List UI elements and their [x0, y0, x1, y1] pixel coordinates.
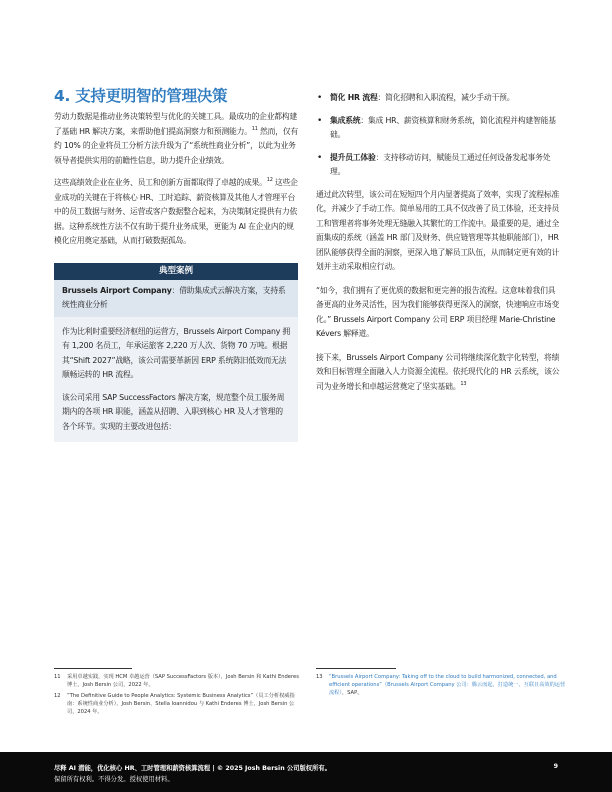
quote-paragraph: “如今，我们拥有了更优质的数据和更完善的报告流程。这意味着我们具备更高的业务灵活性，因为我们能够获得更深入的洞察，快速响应市场变化。” Brussels Airport Company 公司 ERP 项目经理 Marie-Christine Kévers 解释道。 — [316, 285, 560, 338]
page-footer — [0, 752, 612, 792]
case-study-paragraph: 该公司采用 SAP SuccessFactors 解决方案，规范整个员工服务周期内的各项 HR 职能，涵盖从招聘、入职到核心 HR 及人才管理的各个环节。实现的主要改进包括： — [62, 392, 285, 431]
footnotes-left — [54, 673, 302, 719]
list-item: • 简化 HR 流程：简化招聘和入职流程，减少手动干预。 — [317, 93, 515, 103]
improvements-list — [316, 91, 560, 180]
section-title: 4. 支持更明智的管理决策 — [54, 87, 228, 105]
case-study-header: 典型案例 — [54, 263, 298, 280]
footnotes-right — [316, 673, 566, 700]
footer-rights: 保留所有权利。不得分发。授权使用材料。 — [54, 776, 174, 783]
case-study-subtitle: Brussels Airport Company：借助集成式云解决方案，支持系统性商业分析 — [54, 280, 298, 317]
footnote-ref-12[interactable]: 12 — [266, 177, 273, 183]
footnote-divider — [54, 668, 132, 669]
case-study-paragraph: 作为比利时重要经济枢纽的运营方，Brussels Airport Company 拥有 1,200 名员工，年承运旅客 2,220 万人次、货物 70 万吨。根据其“Shift 2027”战略，该公司需要革新因 ERP 系统陈旧低效而无法顺畅运转的 HR 流程。 — [62, 326, 291, 379]
case-study-box — [54, 263, 298, 443]
bullet-icon: • — [317, 152, 323, 163]
footnote-divider — [316, 668, 396, 669]
list-item: • 提升员工体验：支持移动访问，赋能员工通过任何设备发起事务处理。 — [317, 152, 551, 176]
bullet-icon: • — [317, 93, 323, 103]
left-column — [54, 86, 298, 442]
intro-paragraph: 劳动力数据是推动业务决策转型与优化的关键工具。最成功的企业都构建了基础 HR 解决方案，来帮助他们提高洞察力和预测能力。$^{11}$ 然而，仅有约 10% 的企业将员工分析方法升级为了“系统性商业分析”，以此为业务领导者提供实用的前瞻性信息，助力提升企业绩效。 — [54, 112, 298, 165]
footnote-ref-11[interactable]: 11 — [251, 125, 258, 132]
footnote-13-link[interactable]: “Brussels Airport Company: Taking off to the cloud to build harmonized, connected, and efficient operations”（Brussels Airport Company 公司：腾云而起，打造统一、互联且高效的运营流程） — [329, 674, 566, 696]
footnote-12: 12 “The Definitive Guide to People Analytics: Systemic Business Analytics”（员工分析权威指南：系统性商业分析），Josh Bersin、Stella Ioannidou 与 Kathi Enderes 博士，Josh Bersin 公司，2024 年。 — [54, 693, 295, 715]
high-performers-paragraph: 这些高绩效企业在业务、员工和创新方面都取得了卓越的成果。$^{12}$ 这些企业成功的关键在于将核心 HR、工时追踪、薪资核算及其他人才管理平台中的员工数据与财务、运营或客户数据整合起来，为决策制定提供有力依据。这种系统性方法不仅有助于提升业务成果，更能为 AI 在企业内的规模化应用奠定基础，从而打破数据孤岛。 — [54, 177, 298, 245]
footnote-13: 13 “Brussels Airport Company: Taking off to the cloud to build harmonized, connected, and efficient operations”（Brussels Airport Company 公司：腾云而起，打造统一、互联且高效的运营流程），SAP。 — [316, 674, 566, 696]
list-item: • 集成系统：集成 HR、薪资核算和财务系统，简化流程并构建智能基础。 — [317, 115, 556, 139]
right-column — [316, 91, 560, 403]
case-study-body — [54, 317, 298, 443]
footnote-ref-13[interactable]: 13 — [460, 380, 467, 387]
footer-title: 尽释 AI 潜能，优化核心 HR、工时管理和薪资核算流程 | © 2025 Josh Bersin 公司版权所有。 — [54, 765, 331, 772]
next-steps-paragraph: 接下来，Brussels Airport Company 公司将继续深化数字化转型，将绩效和目标管理全面融入人力资源全流程。依托现代化的 HR 云系统，该公司为业务增长和卓越运营奠定了坚实基础。$^{13}$ — [316, 352, 560, 391]
bullet-icon: • — [317, 115, 323, 126]
footnote-11: 11 采用卓越实践，实现 HCM 卓越运营（SAP SuccessFactors 版本），Josh Bersin 和 Kathi Enderes 博士，Josh Bersin 公司，2022 年。 — [54, 674, 299, 688]
page-number: 9 — [553, 763, 558, 770]
transformation-paragraph: 通过此次转型，该公司在短短四个月内显著提高了效率，实现了流程标准化，并减少了手动工作。简单易用的工具不仅改善了员工体验，还支持员工和管理者将事务处理无缝融入其繁忙的工作流中。最重要的是，通过全面集成的系统（涵盖 HR 部门及财务、供应链管理等其他职能部门），HR 团队能够获得全面的洞察，更深入地了解员工队伍，从而制定更有效的计划并主动采取相应行动。 — [316, 189, 560, 271]
